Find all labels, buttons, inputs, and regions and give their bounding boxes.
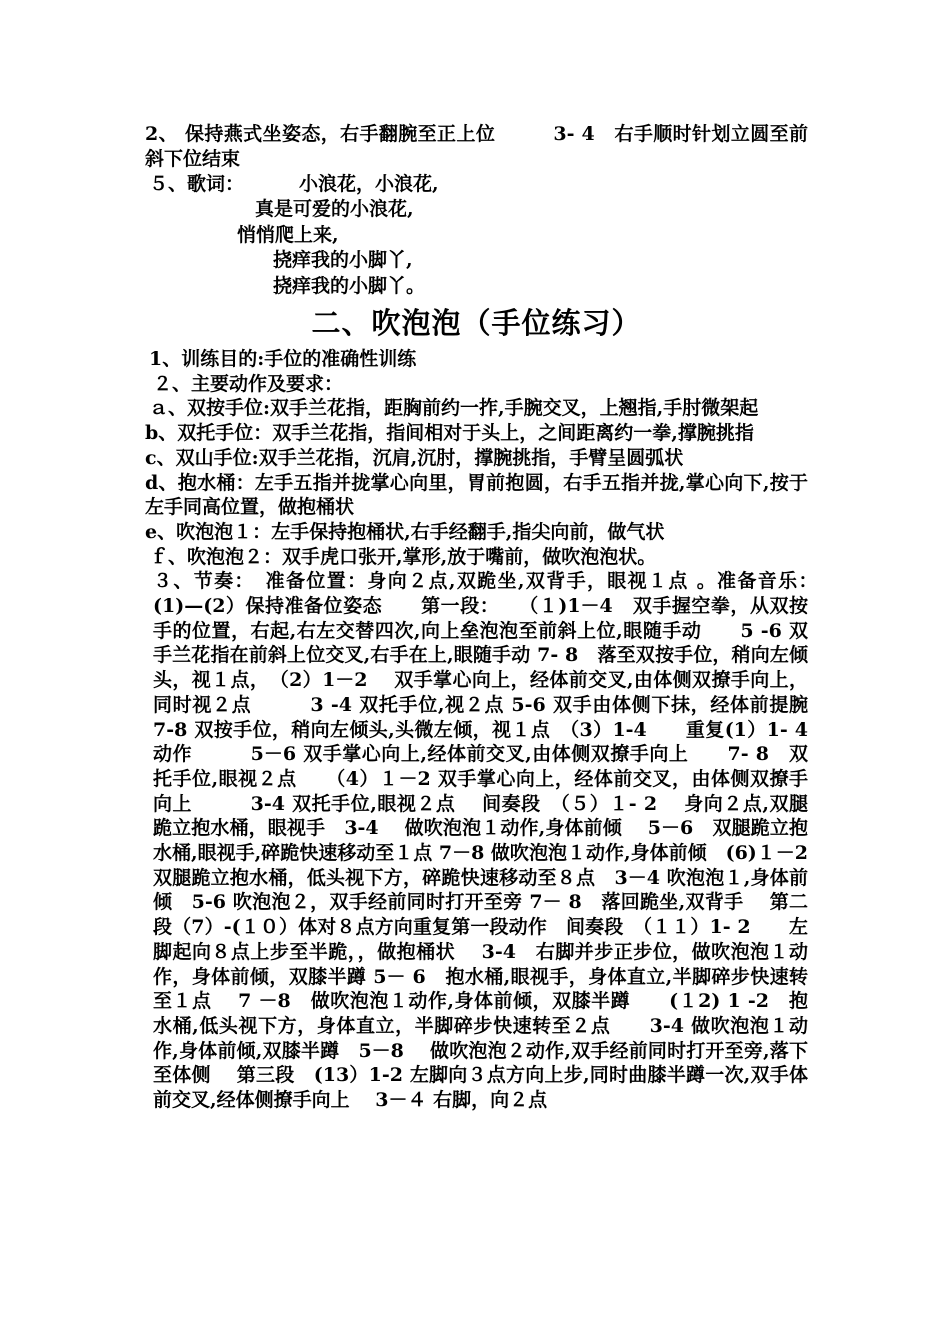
action-item: c、双山手位:双手兰花指，沉肩,沉肘，撑腕挑指，手臂呈圆弧状 (145, 446, 684, 469)
lyrics-line-4: 挠痒我的小脚丫, (273, 249, 413, 271)
document-body (145, 122, 834, 1113)
lyrics-line-3: 悄悄爬上来, (237, 223, 339, 246)
action-item: d、抱水桶：左手五指并拢掌心向里，胃前抱圆，右手五指并拢,掌心向下,按于左手同高位置，做抱桶状 (145, 471, 808, 519)
lyrics-first-line (145, 172, 808, 197)
lyrics-line-5: 挠痒我的小脚丫。 (273, 274, 426, 297)
training-purpose: 1、训练目的:手位的准确性训练 (149, 348, 417, 370)
section-title: 二、吹泡泡（手位练习） (311, 306, 642, 340)
action-item: e、吹泡泡１：左手保持抱桶状,右手经翻手,指尖向前，做气状 (145, 520, 665, 543)
action-item: b、双托手位：双手兰花指，指间相对于头上，之间距离约一拳,撑腕挑指 (145, 422, 754, 445)
lyrics-block (145, 172, 808, 299)
continuation-paragraph: 2、 保持燕式坐姿态，右手翻腕至正上位 3- 4 右手顺时针划立圆至前斜下位结束 (145, 123, 808, 170)
action-item: ｆ、吹泡泡２：双手虎口张开,掌形,放于嘴前，做吹泡泡状。 (149, 545, 657, 568)
lyrics-line-1: 小浪花，小浪花, (299, 173, 439, 195)
rhythm-paragraph: ３、节奏： 准备位置：身向２点,双跪坐,双背手，眼视１点 。准备音乐： (1)—(2）保持准备位姿态 第一段： （１)1－4 双手握空拳，从双按手的位置，右起,右左交替四次,向上垒泡泡至前斜上位,眼随手动 5 -6 双手兰花指在前斜上位交叉,右手在上,眼随手动 7- 8 落至双按手位，稍向左倾头，视１点， （2）1－2 双手掌心向上，经体前交叉,由体侧双撩手向上，同时视２点 3 -4 双托手位,视２点 5-6 双手由体侧下抹，经体前提腕 7-8 双按手位，稍向左倾头,头微左倾，视１点 （3）1-4 重复(1）1- 4 动作 5－6 双手掌心向上,经体前交叉,由体侧双撩手向上 7- 8 双托手位,眼视２点 （4）１－2 双手掌心向上，经体前交叉，由体侧双撩手向上 3-4 双托手位,眼视２点 间奏段 （５）１- 2 身向２点,双腿跪立抱水桶，眼视手 3-4 做吹泡泡１动作,身体前倾 5－6 双腿跪立抱水桶,眼视手,碎跪快速移动至１点 7－8 做吹泡泡１动作,身体前倾 (6)１－2 双腿跪立抱水桶，低头视下方，碎跪快速移动至８点 3－4 吹泡泡１,身体前倾 5-6 吹泡泡２，双手经前同时打开至旁 7－ 8 落回跪坐,双背手 第二段（7）-(１０）体对８点方向重复第一段动作 间奏段 （１１）1- 2 左脚起向８点上步至半跪，，做抱桶状 3-4 右脚并步正步位，做吹泡泡１动作，身体前倾，双膝半蹲 5－ 6 抱水桶,眼视手，身体直立,半脚碎步快速转至１点 7 －8 做吹泡泡１动作,身体前倾，双膝半蹲 (１2) 1 -2 抱水桶,低头视下方，身体直立，半脚碎步快速转至２点 3-4 做吹泡泡１动作,身体前倾,双膝半蹲 5－8 做吹泡泡２动作,双手经前同时打开至旁,落下至体侧 第三段 (13）1-2 左脚向３点方向上步,同时曲膝半蹲一次,双手体前交叉,经体侧撩手向上 3－４ 右脚，向２点 (153, 570, 834, 1112)
lyrics-label: ５、歌词： (149, 173, 245, 195)
lyrics-line-2: 真是可爱的小浪花, (255, 198, 414, 220)
actions-heading: ２、主要动作及要求： (153, 372, 344, 395)
action-item: ａ、双按手位:双手兰花指，距胸前约一拃,手腕交叉，上翘指,手肘微架起 (149, 397, 759, 420)
